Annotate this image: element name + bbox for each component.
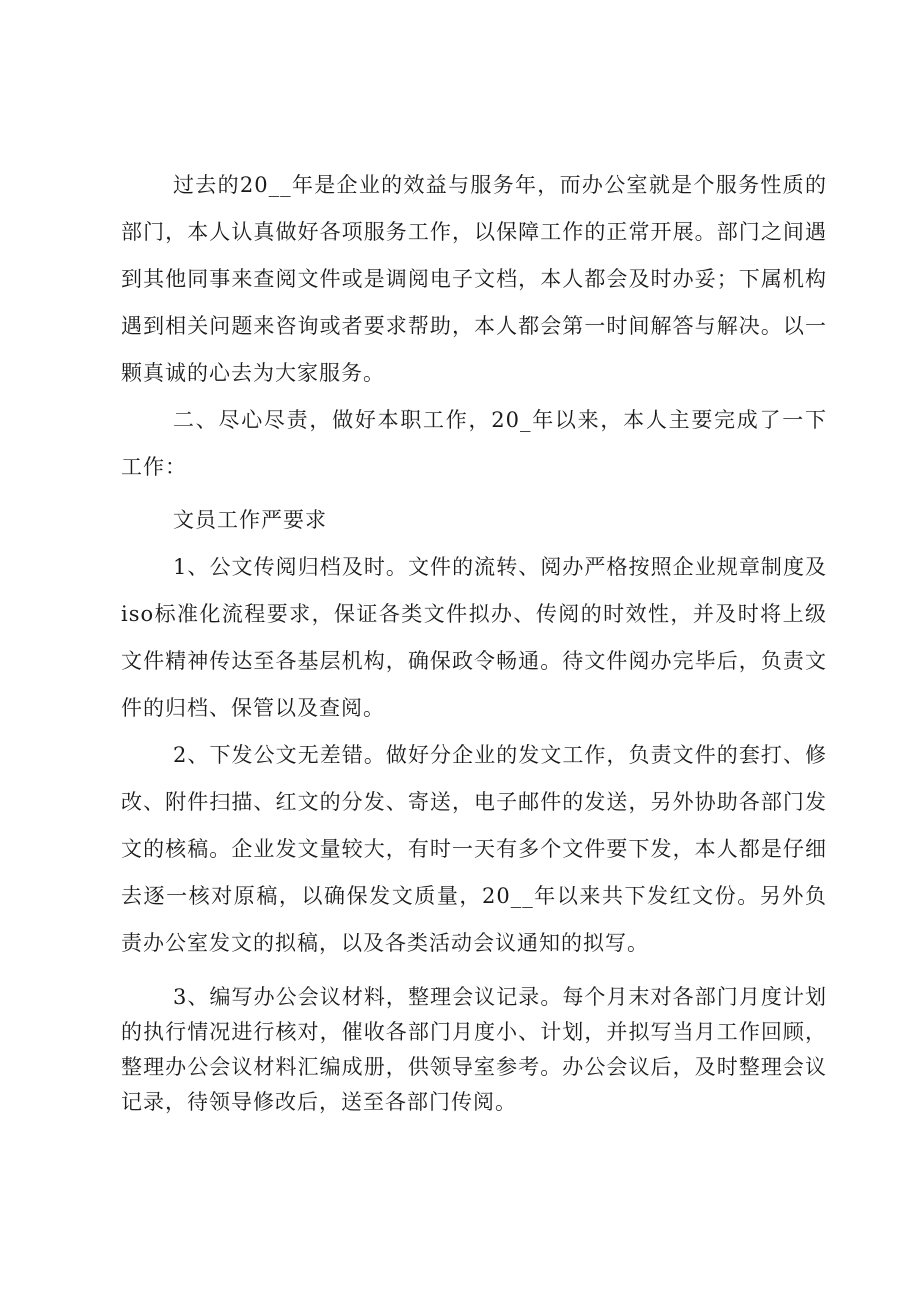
paragraph-item-3-meeting-materials: 3、编写办公会议材料，整理会议记录。每个月末对各部门月度计划的执行情况进行核对，催收各部门月度小、计划，并拟写当月工作回顾，整理办公会议材料汇编成册，供领导室参考。办公会议后，及时整理会议记录，待领导修改后，送至各部门传阅。 — [121, 985, 827, 1114]
paragraph-item-2-document-issuing: 2、下发公文无差错。做好分企业的发文工作，负责文件的套打、修改、附件扫描、红文的分发、寄送，电子邮件的发送，另外协助各部门发文的核稿。企业发文量较大，有时一天有多个文件要下发，本人都是仔细去逐一核对原稿，以确保发文质量，20__年以来共下发红文份。另外负责办公室发文的拟稿，以及各类活动会议通知的拟写。 — [121, 743, 827, 955]
paragraph-section-two-heading: 二、尽心尽责，做好本职工作，20_年以来，本人主要完成了一下工作： — [121, 408, 827, 479]
paragraph-item-1-document-circulation: 1、公文传阅归档及时。文件的流转、阅办严格按照企业规章制度及iso标准化流程要求，保证各类文件拟办、传阅的时效性，并及时将上级文件精神传达至各基层机构，确保政令畅通。待文件阅办完毕后，负责文件的归档、保管以及查阅。 — [121, 555, 827, 720]
paragraph-service-year: 过去的20__年是企业的效益与服务年，而办公室就是个服务性质的部门，本人认真做好各项服务工作，以保障工作的正常开展。部门之间遇到其他同事来查阅文件或是调阅电子文档，本人都会及时办妥；下属机构遇到相关问题来咨询或者要求帮助，本人都会第一时间解答与解决。以一颗真诚的心去为大家服务。 — [121, 173, 827, 385]
paragraph-clerk-work-title: 文员工作严要求 — [173, 508, 327, 532]
